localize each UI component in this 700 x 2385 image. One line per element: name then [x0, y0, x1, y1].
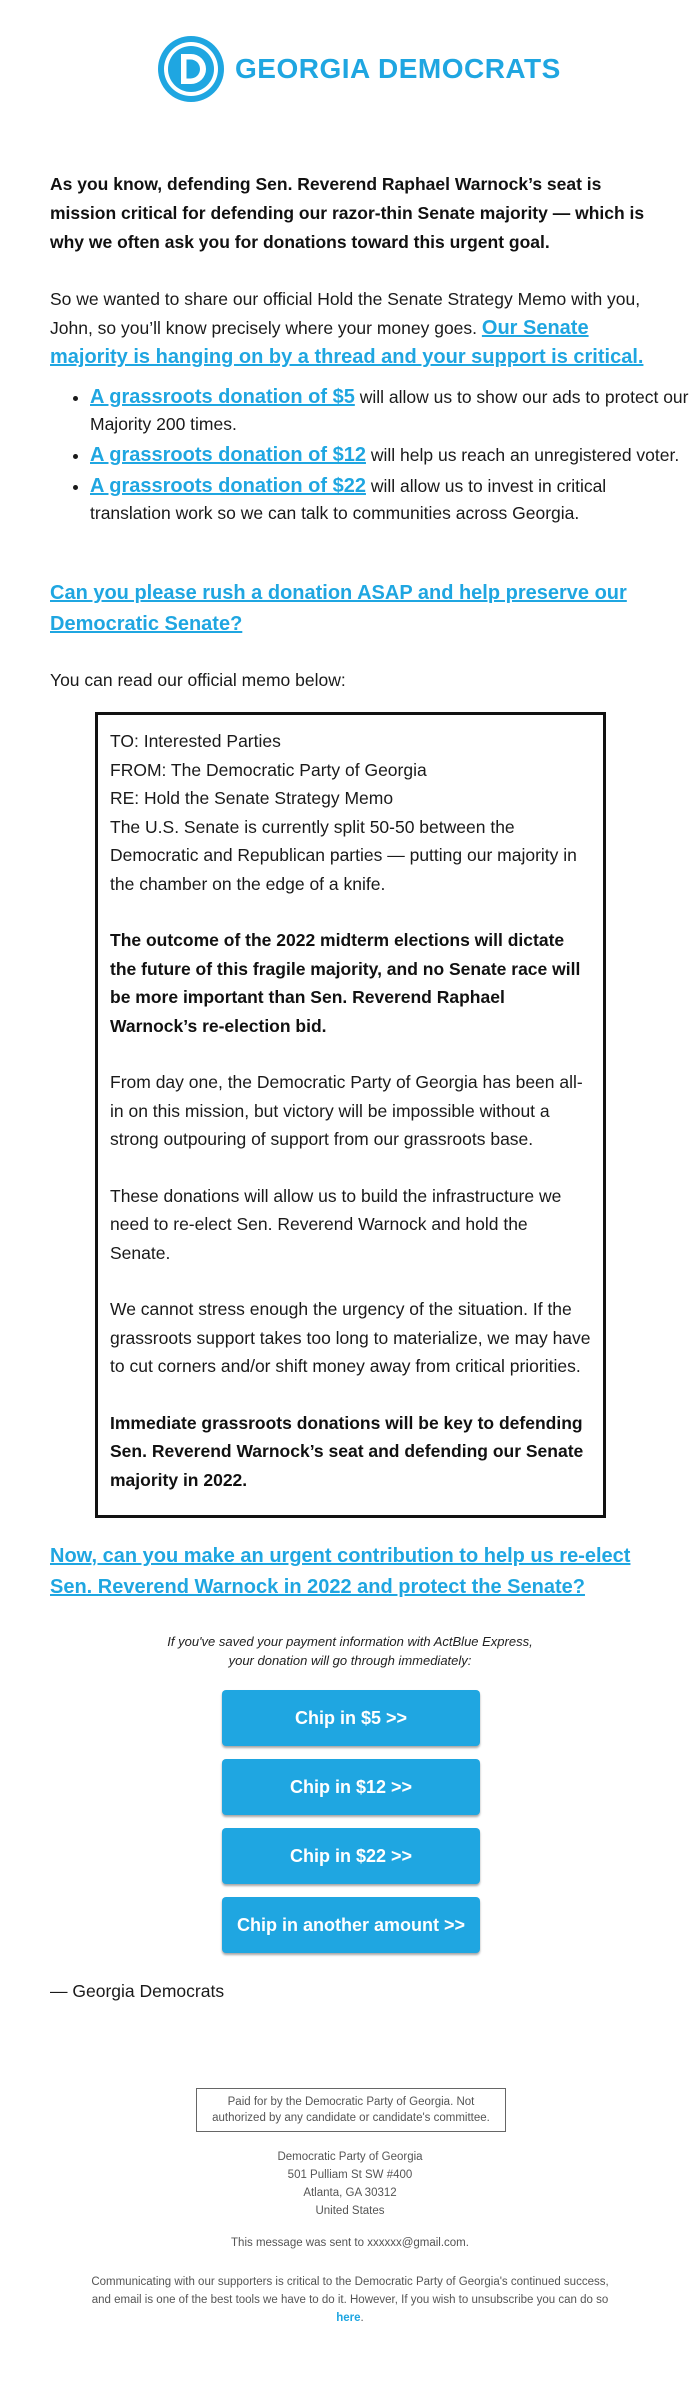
- express-line: your donation will go through immediately:: [228, 1653, 472, 1668]
- urgent-contribution-link[interactable]: Now, can you make an urgent contribution to help us re-elect Sen. Reverend Warnock in 2022 and protect the Senate?: [50, 1545, 631, 1598]
- strategy-memo-box: [95, 712, 606, 1518]
- sent-to-notice: [50, 2234, 650, 2252]
- chip-in-12-button[interactable]: Chip in $12 >>: [222, 1759, 480, 1815]
- memo-paragraph: These donations will allow us to build the infrastructure we need to re-elect Sen. Reverend Warnock and hold the Senate.: [110, 1185, 562, 1263]
- memo-intro-paragraph: [50, 285, 650, 372]
- address-street: 501 Pulliam St SW #400: [287, 2169, 413, 2181]
- actblue-express-note: [50, 1632, 650, 1670]
- memo-paragraph: The U.S. Senate is currently split 50-50 between the Democratic and Republican parties — putting our majority in the chamber on the edge of a knife.: [110, 816, 577, 894]
- list-item: [90, 442, 690, 469]
- unsubscribe-notice: [50, 2273, 650, 2327]
- memo-re: RE: Hold the Senate Strategy Memo: [110, 788, 394, 808]
- memo-intro-text: So we wanted to share our official Hold the Senate Strategy Memo with you, John, so you’ll know precisely where your money goes.: [50, 289, 641, 338]
- paid-for-disclaimer: Paid for by the Democratic Party of Georgia. Not authorized by any candidate or candidate's committee.: [196, 2088, 506, 2132]
- list-item: [90, 384, 690, 438]
- rush-donation-link[interactable]: Can you please rush a donation ASAP and help preserve our Democratic Senate?: [50, 582, 627, 635]
- memo-paragraph: Immediate grassroots donations will be key to defending Sen. Reverend Warnock’s seat and defending our Senate majority in 2022.: [110, 1412, 584, 1490]
- senate-majority-link[interactable]: Our Senate majority is hanging on by a thread and your support is critical.: [50, 317, 644, 368]
- unsubscribe-text: Communicating with our supporters is critical to the Democratic Party of Georgia's continued success, and email is one of the best tools we have to do it. However, If you wish to unsubscribe you can do so: [91, 2276, 609, 2306]
- memo-paragraph: From day one, the Democratic Party of Georgia has been all-in on this mission, but victory will be impossible without a strong outpouring of support from our grassroots base.: [110, 1072, 583, 1149]
- chip-in-other-amount-button[interactable]: Chip in another amount >>: [222, 1897, 480, 1953]
- read-memo-text: You can read our official memo below:: [50, 670, 346, 690]
- chip-in-22-button[interactable]: Chip in $22 >>: [222, 1828, 480, 1884]
- sent-to-label: This message was sent to: [231, 2237, 364, 2249]
- logo-text: GEORGIA DEMOCRATS: [235, 53, 561, 84]
- ask-text: will allow us to show our ads to protect our Majority 200 times.: [90, 387, 689, 434]
- ask-text: will help us reach an unregistered voter.: [370, 445, 680, 465]
- address-country: United States: [315, 2205, 385, 2217]
- memo-paragraph: The outcome of the 2022 midterm elections will dictate the future of this fragile majority, and no Senate race will be more important than Sen. Reverend Raphael Warnock’s re-election bid.: [110, 930, 581, 1036]
- address-city: Atlanta, GA 30312: [303, 2187, 397, 2199]
- unsubscribe-period: .: [360, 2312, 364, 2324]
- list-item: [90, 473, 690, 527]
- recipient-email: xxxxxx@gmail.com.: [367, 2237, 469, 2249]
- unsubscribe-link[interactable]: here: [336, 2312, 361, 2324]
- mailing-address: [50, 2148, 650, 2220]
- donate-22-link[interactable]: A grassroots donation of $22: [90, 475, 366, 497]
- memo-paragraph: We cannot stress enough the urgency of the situation. If the grassroots support takes too long to materialize, we may have to cut corners and/or shift money away from critical priorities.: [110, 1299, 591, 1376]
- chip-in-5-button[interactable]: Chip in $5 >>: [222, 1690, 480, 1746]
- rush-donation-paragraph: [50, 578, 650, 640]
- democrats-d-icon: [157, 35, 225, 103]
- intro-paragraph: As you know, defending Sen. Reverend Raphael Warnock’s seat is mission critical for defending our razor-thin Senate majority — which is why we often ask you for donations toward this urgent goal.: [50, 174, 645, 252]
- memo-to: TO: Interested Parties: [110, 731, 281, 751]
- express-line: If you've saved your payment information with ActBlue Express,: [167, 1634, 533, 1649]
- georgia-democrats-logo[interactable]: [157, 32, 561, 106]
- signoff: — Georgia Democrats: [50, 1981, 225, 2001]
- donate-12-link[interactable]: A grassroots donation of $12: [90, 444, 366, 466]
- urgent-contribution-paragraph: [50, 1541, 650, 1603]
- donation-asks-list: [50, 384, 690, 531]
- donate-5-link[interactable]: A grassroots donation of $5: [90, 386, 355, 408]
- memo-from: FROM: The Democratic Party of Georgia: [110, 759, 427, 780]
- address-org: Democratic Party of Georgia: [277, 2151, 423, 2163]
- ask-text: will allow us to invest in critical translation work so we can talk to communities across Georgia.: [90, 476, 607, 523]
